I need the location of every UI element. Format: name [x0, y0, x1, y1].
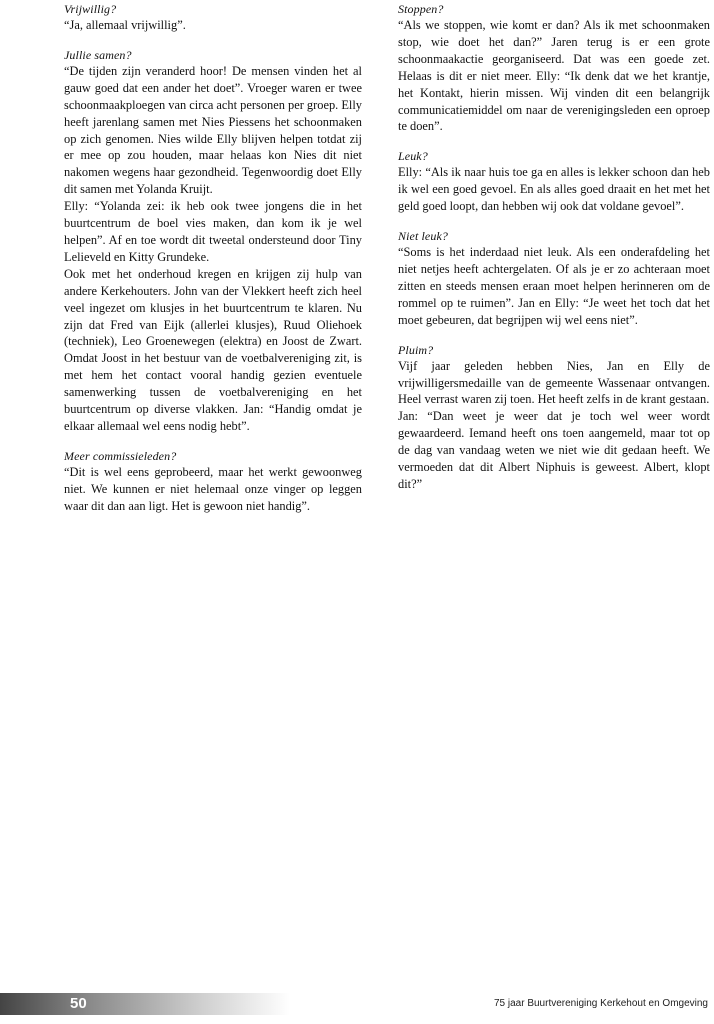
paragraph: Vijf jaar geleden hebben Nies, Jan en Elly de vrijwilligersmedaille van de gemeente Wassenaar ontvangen. Heel verrast waren zij toen. Het heeft zelfs in de krant gestaan.	[398, 358, 710, 407]
page-number-band	[0, 993, 290, 1015]
paragraph: “Soms is het inderdaad niet leuk. Als een onderafdeling het niet netjes heeft achtergelaten. Of als je er zo achteraan moet zitten en steeds mensen eraan moet helpen herinneren om de rommel op te ruimen”. Jan en Elly: “Je weet het toch dat het moet gebeuren, dat begrijpen wij wel eens niet”.	[398, 245, 710, 327]
page-footer	[0, 993, 714, 1015]
right-column	[398, 2, 710, 507]
section-pluim	[398, 343, 710, 493]
section-heading: Niet leuk?	[398, 229, 448, 244]
section-jullie-samen	[64, 48, 362, 435]
footer-title: 75 jaar Buurtvereniging Kerkehout en Omgeving	[493, 998, 708, 1009]
section-vrijwillig	[64, 2, 362, 34]
paragraph: “Dit is wel eens geprobeerd, maar het werkt gewoonweg niet. We kunnen er niet helemaal onze vinger op leggen waar dit dan aan ligt. Het is gewoon niet handig”.	[64, 464, 362, 513]
page-number: 50	[70, 995, 87, 1012]
section-heading: Pluim?	[398, 342, 434, 357]
paragraph: Jan: “Dan weet je weer dat je toch wel weer wordt gewaardeerd. Iemand heeft ons toen aangemeld, maar tot op de dag van vandaag weten we niet wie dit gedaan heeft. We vermoeden dat dit Albert Niphuis is geweest. Albert, klopt dit?”	[398, 409, 710, 491]
paragraph: “Als we stoppen, wie komt er dan? Als ik met schoonmaken stop, wie doet het dan?” Jaren terug is er een grote schoonmaakactie georganiseerd. Dat was een goede zet. Helaas is dit er niet meer. Elly: “Ik denk dat we het krantje, het Kontakt, hierin missen. Wij vinden dit een belangrijk communicatiemiddel om naar de verenigingsleden een oproep te doen”.	[398, 18, 710, 134]
paragraph: “De tijden zijn veranderd hoor! De mensen vinden het al gauw goed dat een ander het doet”. Vroeger waren er twee schoonmaakploegen van circa acht personen per groep. Elly heeft jarenlang samen met Nies Piessens het schoonmaken op zich genomen. Nies wilde Elly blijven helpen totdat zij er mee op zou houden, maar helaas kon Nies dit niet nakomen wegens haar gezondheid. Tegenwoordig doet Elly dit samen met Yolanda Kruijt.	[64, 63, 362, 197]
section-heading: Meer commissieleden?	[64, 448, 177, 463]
section-leuk	[398, 149, 710, 215]
section-heading: Jullie samen?	[64, 47, 132, 62]
paragraph: “Ja, allemaal vrijwillig”.	[64, 18, 186, 32]
section-heading: Vrijwillig?	[64, 2, 117, 16]
section-meer-commissieleden	[64, 449, 362, 515]
left-column	[64, 2, 362, 529]
section-niet-leuk	[398, 229, 710, 329]
paragraph: Elly: “Yolanda zei: ik heb ook twee jongens die in het buurtcentrum de boel vies maken, dan kom ik je wel helpen”. Af en toe wordt dit tweetal ondersteund door Tiny Lelieveld en Kitty Grundeke.	[64, 199, 362, 264]
section-heading: Stoppen?	[398, 2, 444, 16]
paragraph: Ook met het onderhoud kregen en krijgen zij hulp van andere Kerkehouters. John van der Vlekkert heeft zich heel veel ingezet om klusjes in het buurtcentrum te klaren. Nu zijn dat Fred van Eijk (allerlei klusjes), Ruud Oliehoek (techniek), Leo Groenewegen (elektra) en Joost de Zwart. Omdat Joost in het bestuur van de voetbalvereniging zit, is met hem het contact vooral handig gezien eventuele samenwerking tussen de voetbalvereniging en het buurtcentrum op diverse vlakken. Jan: “Handig omdat je elkaar allemaal wel eens nodig hebt”.	[64, 266, 362, 433]
paragraph: Elly: “Als ik naar huis toe ga en alles is lekker schoon dan heb ik wel een goed gevoel. En als alles goed draait en het met het geld goed loopt, dan hebben wij ook dat voldane gevoel”.	[398, 165, 710, 214]
section-stoppen	[398, 2, 710, 135]
section-heading: Leuk?	[398, 149, 428, 164]
